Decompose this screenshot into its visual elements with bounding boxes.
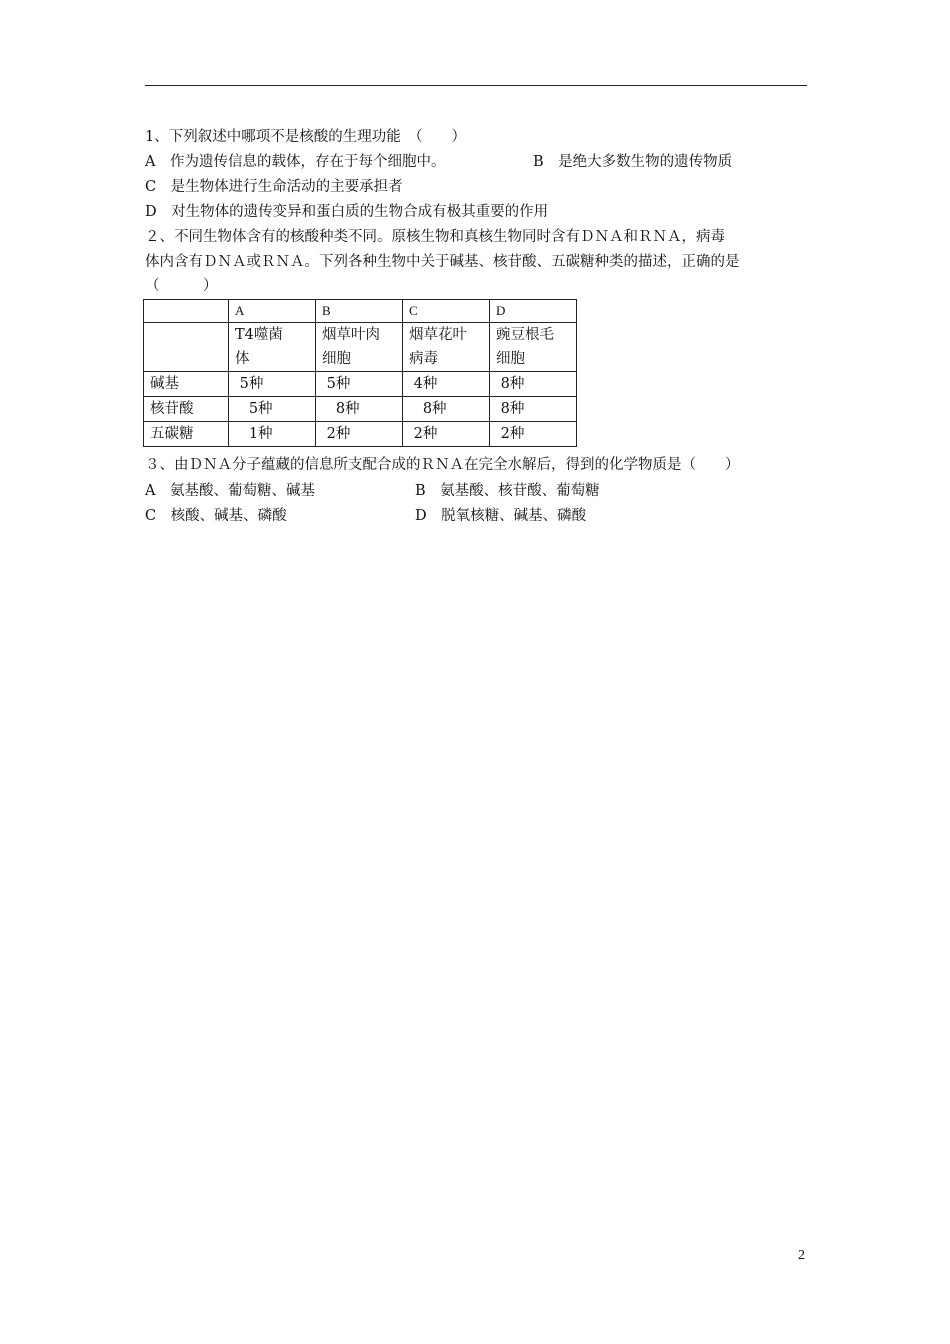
- page-number: 2: [798, 1248, 805, 1263]
- q1-option-a: A 作为遗传信息的载体，存在于每个细胞中。: [145, 154, 446, 170]
- table-row-label: 五碳糖: [144, 422, 229, 447]
- organism-line: 豌豆根毛: [496, 327, 554, 343]
- table-cell: 8种: [403, 397, 490, 422]
- table-cell: 2种: [403, 422, 490, 447]
- table-cell: 2种: [316, 422, 403, 447]
- table-organism-row: [144, 323, 577, 372]
- organism-line: 病毒: [409, 351, 438, 367]
- q3-stem: ３、由ＤＮＡ分子蕴藏的信息所支配合成的ＲＮＡ在完全水解后，得到的化学物质是（ ）: [145, 457, 740, 473]
- q2-table: [143, 299, 577, 447]
- table-organism-cell: [229, 323, 316, 372]
- table-cell: 5种: [316, 372, 403, 397]
- organism-line: T4噬菌: [235, 327, 283, 343]
- q3-option-c: C 核酸、碱基、磷酸: [145, 508, 287, 524]
- table-header-cell: C: [403, 300, 490, 323]
- table-header-cell: [144, 300, 229, 323]
- organism-line: 细胞: [496, 351, 525, 367]
- table-header-row: [144, 300, 577, 323]
- header-rule: [145, 85, 807, 86]
- table-row: [144, 372, 577, 397]
- table-cell: 5种: [229, 397, 316, 422]
- q2-stem-line3: （ ）: [145, 278, 218, 294]
- table-header-cell: B: [316, 300, 403, 323]
- table-cell: 8种: [490, 397, 577, 422]
- q3-option-d: D 脱氧核糖、碱基、磷酸: [415, 508, 587, 524]
- table-header-cell: D: [490, 300, 577, 323]
- table-row-label: 碱基: [144, 372, 229, 397]
- table-cell: 8种: [490, 372, 577, 397]
- q1-stem: 1、下列叙述中哪项不是核酸的生理功能 （ ）: [145, 129, 466, 145]
- organism-line: 细胞: [322, 351, 351, 367]
- table-cell: 8种: [316, 397, 403, 422]
- table-cell: 2种: [490, 422, 577, 447]
- organism-line: 体: [235, 351, 250, 367]
- q1-option-b: B 是绝大多数生物的遗传物质: [533, 154, 733, 170]
- organism-line: 烟草叶肉: [322, 327, 380, 343]
- q1-option-c: C 是生物体进行生命活动的主要承担者: [145, 179, 403, 195]
- q1-option-d: D 对生物体的遗传变异和蛋白质的生物合成有极其重要的作用: [145, 204, 549, 220]
- table-organism-cell: [316, 323, 403, 372]
- q2-stem-line1: ２、不同生物体含有的核酸种类不同。原核生物和真核生物同时含有ＤＮＡ和ＲＮＡ，病毒: [145, 229, 725, 245]
- table-organism-cell: [403, 323, 490, 372]
- organism-line: 烟草花叶: [409, 327, 467, 343]
- table-cell: 5种: [229, 372, 316, 397]
- table-cell: 1种: [229, 422, 316, 447]
- table-header-cell: A: [229, 300, 316, 323]
- q3-option-b: B 氨基酸、核苷酸、葡萄糖: [415, 483, 600, 499]
- table-row: [144, 422, 577, 447]
- q2-stem-line2: 体内含有ＤＮＡ或ＲＮＡ。下列各种生物中关于碱基、核苷酸、五碳糖种类的描述，正确的是: [145, 254, 740, 270]
- q3-option-a: A 氨基酸、葡萄糖、碱基: [145, 483, 315, 499]
- table-row-label: 核苷酸: [144, 397, 229, 422]
- table-cell: 4种: [403, 372, 490, 397]
- table-row: [144, 397, 577, 422]
- table-organism-cell: [490, 323, 577, 372]
- table-cell-empty: [144, 323, 229, 372]
